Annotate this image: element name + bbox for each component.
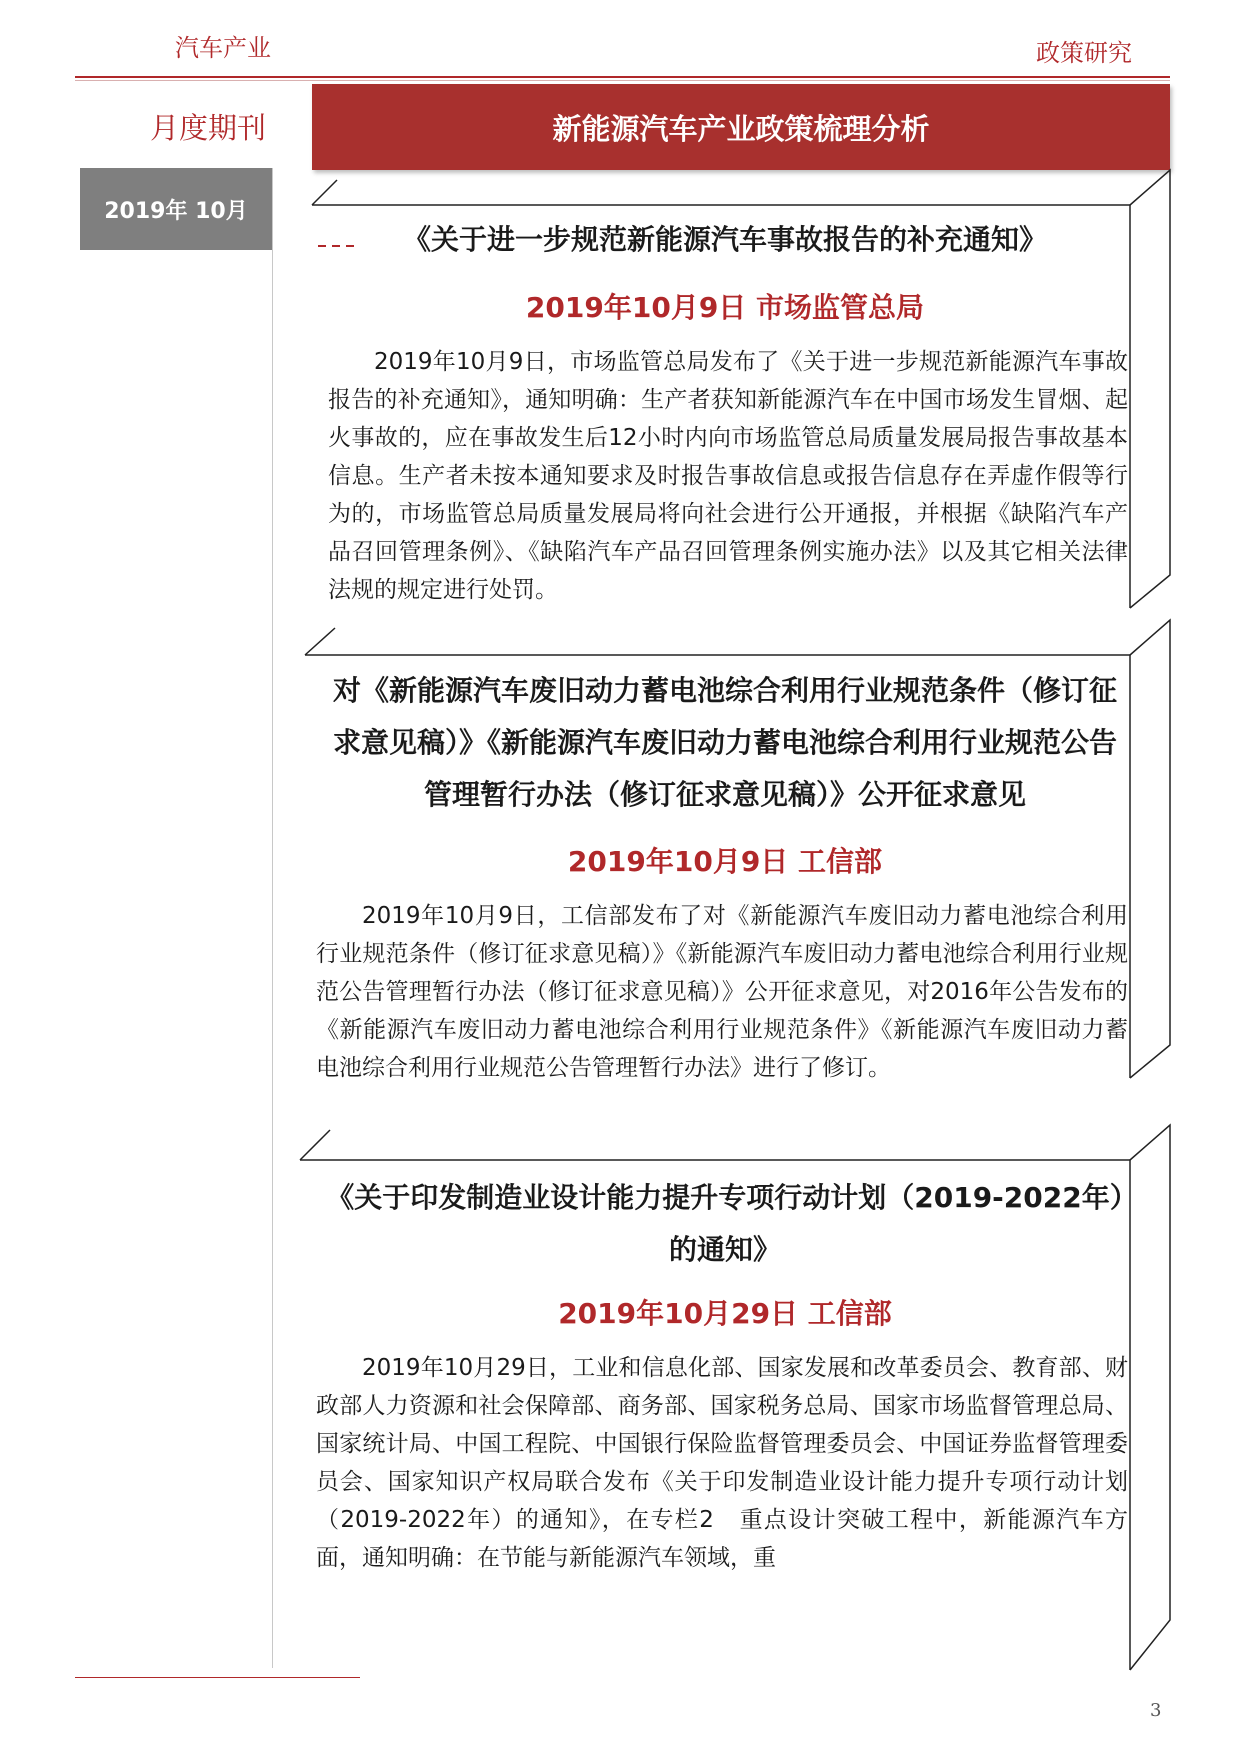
section-3-date-source: 2019年10月29日 工信部 (558, 1297, 892, 1330)
section-3-title: 《关于印发制造业设计能力提升专项行动计划（2019-2022年）的通知》 (326, 1181, 1124, 1266)
section-1-body: 2019年10月9日，市场监管总局发布了《关于进一步规范新能源汽车事故报告的补充通知》，通知明确：生产者获知新能源汽车在中国市场发生冒烟、起火事故的，应在事故发生后12小时内向市场监管总局质量发展局报告事故基本信息。生产者未按本通知要求及时报告事故信息或报告信息存在弄虚作假等行为的，市场监管总局质量发展局将向社会进行公开通报，并根据《缺陷汽车产品召回管理条例》、《缺陷汽车产品召回管理条例实施办法》以及其它相关法律法规的规定进行处罚。 (328, 349, 1128, 603)
section-2-date-source: 2019年10月9日 工信部 (567, 845, 883, 878)
section-2-body: 2019年10月9日，工信部发布了对《新能源汽车废旧动力蓄电池综合利用行业规范条件（修订征求意见稿）》《新能源汽车废旧动力蓄电池综合利用行业规范公告管理暂行办法（修订征求意见稿）》公开征求意见，对2016年公告发布的《新能源汽车废旧动力蓄电池综合利用行业规范条件》《新能源汽车废旧动力蓄电池综合利用行业规范公告管理暂行办法》进行了修订。 (316, 903, 1128, 1081)
issue-date: 2019年 10月 (104, 198, 248, 224)
header-section-label: 政策研究 (1036, 39, 1132, 67)
page-title: 新能源汽车产业政策梳理分析 (552, 111, 930, 146)
header-category-label: 汽车产业 (175, 34, 271, 62)
footer-divider (75, 1677, 360, 1678)
section-3-body: 2019年10月29日，工业和信息化部、国家发展和改革委员会、教育部、财政部人力资源和社会保障部、商务部、国家税务总局、国家市场监督管理总局、国家统计局、中国工程院、中国银行保险监督管理委员会、中国证券监督管理委员会、国家知识产权局联合发布《关于印发制造业设计能力提升专项行动计划（2019-2022年）的通知》，在专栏2 重点设计突破工程中，新能源汽车方面，通知明确：在节能与新能源汽车领域，重 (316, 1355, 1128, 1571)
section-1-date-source: 2019年10月9日 市场监管总局 (525, 291, 925, 324)
section-2-title: 对《新能源汽车废旧动力蓄电池综合利用行业规范条件（修订征求意见稿）》《新能源汽车废旧动力蓄电池综合利用行业规范公告管理暂行办法（修订征求意见稿）》公开征求意见 (332, 674, 1117, 811)
section-1-title: 《关于进一步规范新能源汽车事故报告的补充通知》 (402, 223, 1047, 256)
page-number: 3 (1150, 1700, 1162, 1721)
monthly-label: 月度期刊 (150, 111, 267, 145)
